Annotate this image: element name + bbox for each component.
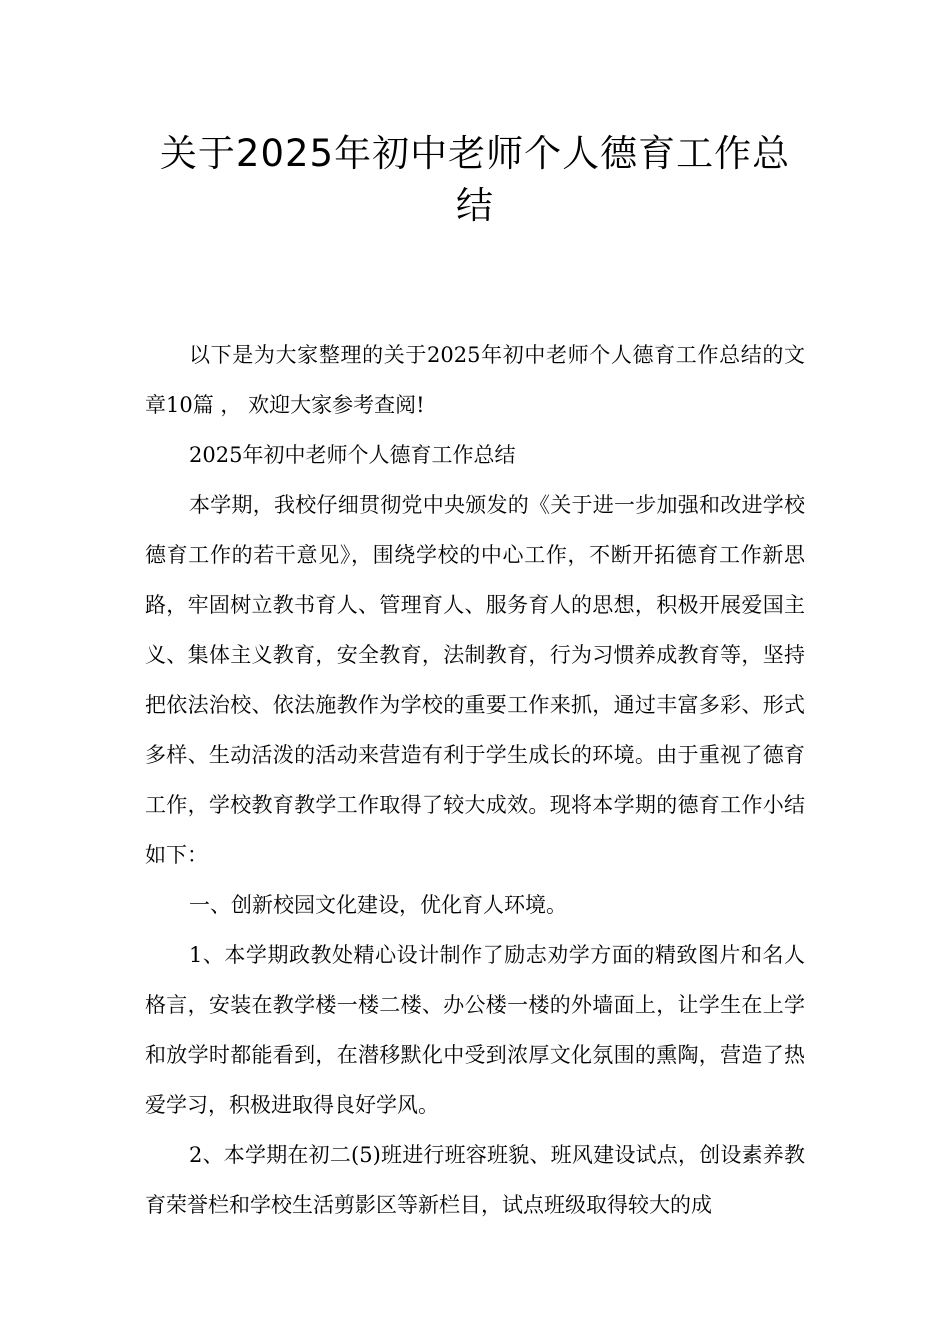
body-paragraph: 1、本学期政教处精心设计制作了励志劝学方面的精致图片和名人格言，安装在教学楼一楼二楼、办公楼一楼的外墙面上，让学生在上学和放学时都能看到，在潜移默化中受到浓厚文化氛围的熏陶，营造了热爱学习，积极进取得良好学风。 bbox=[145, 943, 805, 1117]
body-paragraph: 本学期，我校仔细贯彻党中央颁发的《关于进一步加强和改进学校德育工作的若干意见》，围绕学校的中心工作，不断开拓德育工作新思路，牢固树立教书育人、管理育人、服务育人的思想，积极开展爱国主义、集体主义教育，安全教育，法制教育，行为习惯养成教育等，坚持把依法治校、依法施教作为学校的重要工作来抓，通过丰富多彩、形式多样、生动活泼的活动来营造有利于学生成长的环境。由于重视了德育工作，学校教育教学工作取得了较大成效。现将本学期的德育工作小结如下： bbox=[145, 493, 805, 867]
document-title: 关于2025年初中老师个人德育工作总结 bbox=[159, 132, 791, 227]
document-body bbox=[145, 330, 805, 1230]
intro-paragraph: 以下是为大家整理的关于2025年初中老师个人德育工作总结的文章10篇 ， 欢迎大家参考查阅! bbox=[145, 343, 805, 417]
subtitle-paragraph: 2025年初中老师个人德育工作总结 bbox=[189, 443, 516, 467]
body-paragraph: 2、本学期在初二(5)班进行班容班貌、班风建设试点，创设素养教育荣誉栏和学校生活剪影区等新栏目，试点班级取得较大的成 bbox=[145, 1143, 805, 1217]
section-heading: 一、创新校园文化建设，优化育人环境。 bbox=[189, 893, 567, 917]
